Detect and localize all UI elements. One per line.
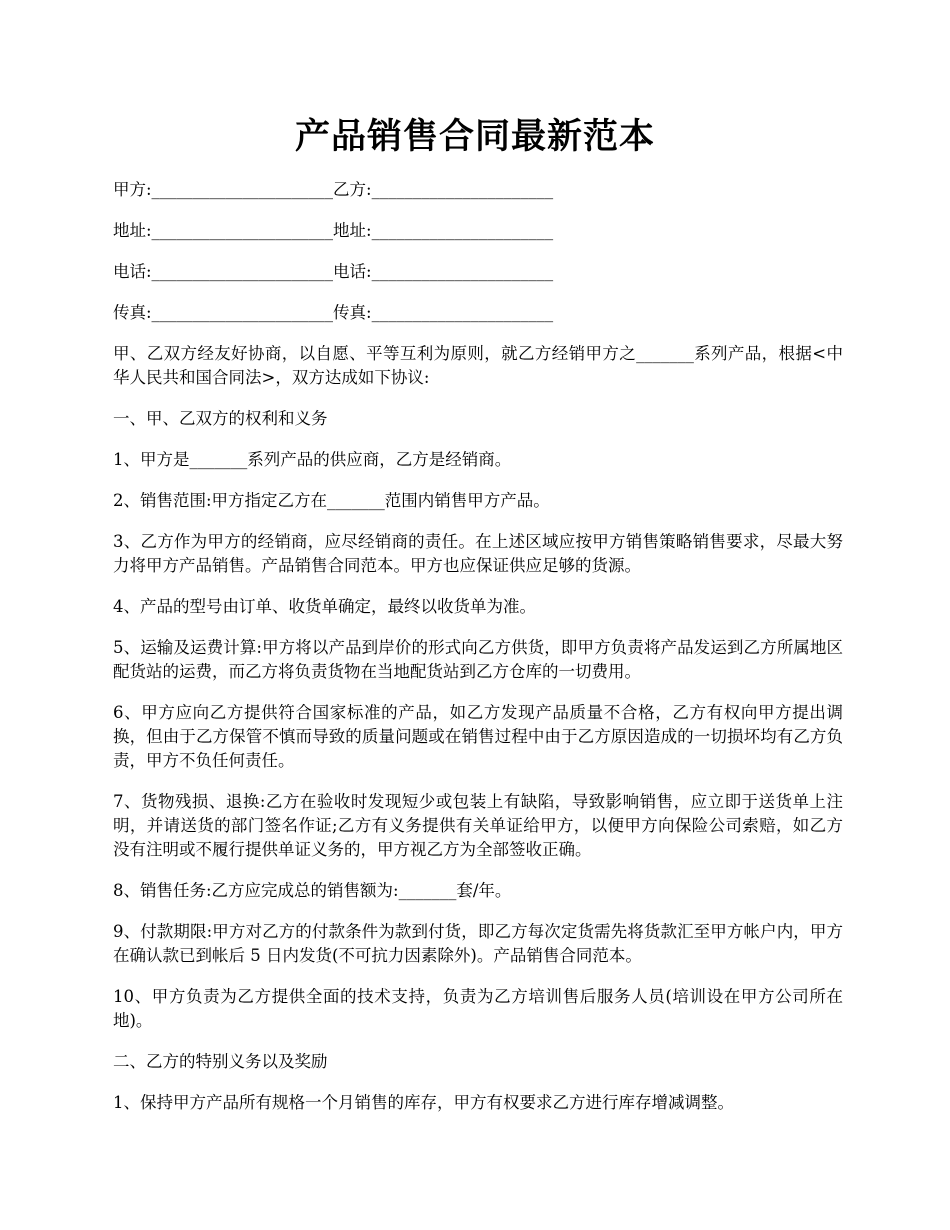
document-title: 产品销售合同最新范本	[294, 116, 655, 157]
clause-5: 5、运输及运费计算:甲方将以产品到岸价的形式向乙方供货，即甲方负责将产品发运到乙方所属地区配货站的运费，而乙方将负责货物在当地配货站到乙方仓库的一切费用。	[113, 638, 843, 681]
clause-10: 10、甲方负责为乙方提供全面的技术支持，负责为乙方培训售后服务人员(培训设在甲方公司所在地)。	[113, 987, 843, 1030]
document-body	[113, 178, 843, 1132]
clause-4: 4、产品的型号由订单、收货单确定，最终以收货单为准。	[113, 597, 536, 616]
clause-7: 7、货物残损、退换:乙方在验收时发现短少或包装上有缺陷，导致影响销售，应立即于送货单上注明，并请送货的部门签名作证;乙方有义务提供有关单证给甲方，以便甲方向保险公司索赔，如乙方没有注明或不履行提供单证义务的，甲方视乙方为全部签收正确。	[113, 792, 843, 859]
clause-1: 1、甲方是_______系列产品的供应商，乙方是经销商。	[113, 450, 512, 469]
clause-9: 9、付款期限:甲方对乙方的付款条件为款到付货，即乙方每次定货需先将货款汇至甲方帐户内，甲方在确认款已到帐后 5 日内发货(不可抗力因素除外)。产品销售合同范本。	[113, 922, 843, 965]
fax-line: 传真:______________________传真:______________________	[113, 303, 554, 322]
clause-6: 6、甲方应向乙方提供符合国家标准的产品，如乙方发现产品质量不合格，乙方有权向甲方提出调换，但由于乙方保管不慎而导致的质量问题或在销售过程中由于乙方原因造成的一切损坏均有乙方负责，甲方不负任何责任。	[113, 703, 843, 770]
clause-2: 2、销售范围:甲方指定乙方在_______范围内销售甲方产品。	[113, 491, 550, 510]
clause-8: 8、销售任务:乙方应完成总的销售额为:_______套/年。	[113, 881, 512, 900]
section-heading-obligations: 二、乙方的特别义务以及奖励	[113, 1052, 328, 1071]
phone-line: 电话:______________________电话:______________________	[113, 262, 554, 281]
section-heading-rights: 一、甲、乙双方的权利和义务	[113, 409, 328, 428]
party-name-line: 甲方:______________________乙方:______________________	[113, 180, 554, 199]
intro-paragraph: 甲、乙双方经友好协商，以自愿、平等互利为原则，就乙方经销甲方之_______系列产品，根据<中华人民共和国合同法>，双方达成如下协议:	[113, 344, 843, 387]
clause-3: 3、乙方作为甲方的经销商，应尽经销商的责任。在上述区域应按甲方销售策略销售要求，尽最大努力将甲方产品销售。产品销售合同范本。甲方也应保证供应足够的货源。	[113, 532, 843, 575]
obligation-clause-1: 1、保持甲方产品所有规格一个月销售的库存，甲方有权要求乙方进行库存增减调整。	[113, 1093, 734, 1112]
address-line: 地址:______________________地址:______________________	[113, 221, 554, 240]
